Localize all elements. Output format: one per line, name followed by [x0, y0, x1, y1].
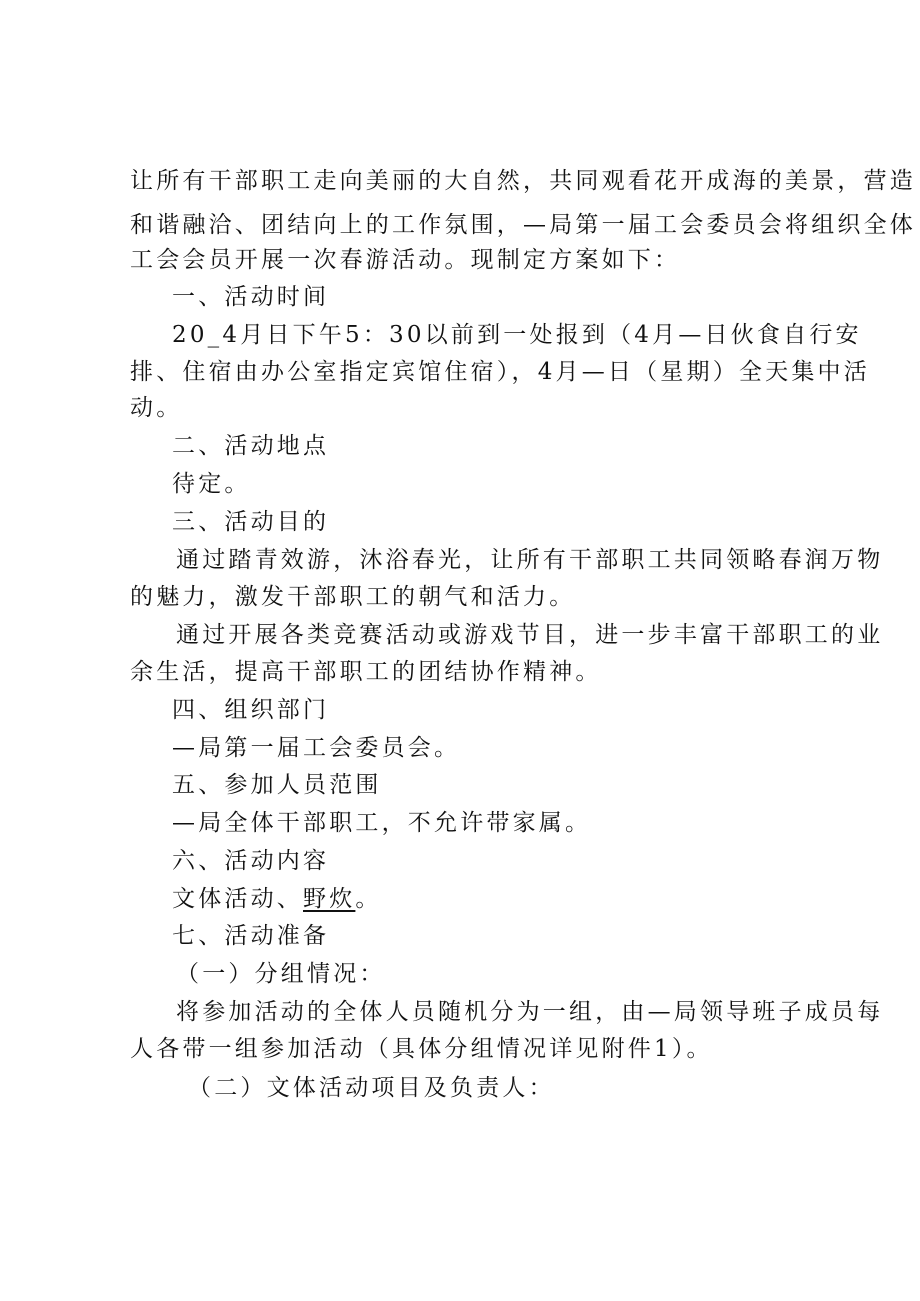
body-line: 让所有干部职工走向美丽的大自然，共同观看花开成海的美景，营造	[130, 168, 916, 194]
body-line: 人各带一组参加活动（具体分组情况详见附件1）。	[130, 1036, 713, 1062]
body-line: 将参加活动的全体人员随机分为一组，由—局领导班子成员每	[176, 999, 884, 1025]
content-suffix: 。	[355, 886, 382, 912]
body-line	[0, 884, 920, 914]
content-prefix: 文体活动、	[172, 886, 303, 912]
section-heading: 一、活动时间	[172, 284, 330, 310]
body-line: 20_4月日下午5：30以前到一处报到（4月—日伙食自行安	[172, 322, 862, 348]
body-line: 动。	[130, 395, 183, 421]
body-line: 的魅力，激发干部职工的朝气和活力。	[130, 584, 576, 610]
body-line: —局第一届工会委员会。	[172, 735, 461, 761]
section-heading: 五、参加人员范围	[172, 772, 382, 798]
body-line: 余生活，提高干部职工的团结协作精神。	[130, 659, 602, 685]
section-heading: 二、活动地点	[172, 433, 330, 459]
section-heading: 六、活动内容	[172, 848, 330, 874]
body-line: 和谐融洽、团结向上的工作氛围，—局第一届工会委员会将组织全体	[130, 212, 916, 238]
body-line: 通过开展各类竞赛活动或游戏节目，进一步丰富干部职工的业	[176, 622, 884, 648]
section-heading: 七、活动准备	[172, 923, 330, 949]
subsection-heading: （一）分组情况：	[176, 961, 386, 987]
body-line: 工会会员开展一次春游活动。现制定方案如下：	[130, 247, 681, 273]
body-line: 待定。	[172, 471, 251, 497]
subsection-heading: （二）文体活动项目及负责人：	[188, 1075, 555, 1101]
section-heading: 三、活动目的	[172, 509, 330, 535]
body-line: —局全体干部职工，不允许带家属。	[172, 810, 592, 836]
underlined-term: 野炊	[303, 886, 356, 912]
body-line: 通过踏青效游，沐浴春光，让所有干部职工共同领略春润万物	[176, 547, 884, 573]
body-line: 排、住宿由办公室指定宾馆住宿），4月—日（星期）全天集中活	[130, 359, 870, 385]
section-heading: 四、组织部门	[172, 697, 330, 723]
